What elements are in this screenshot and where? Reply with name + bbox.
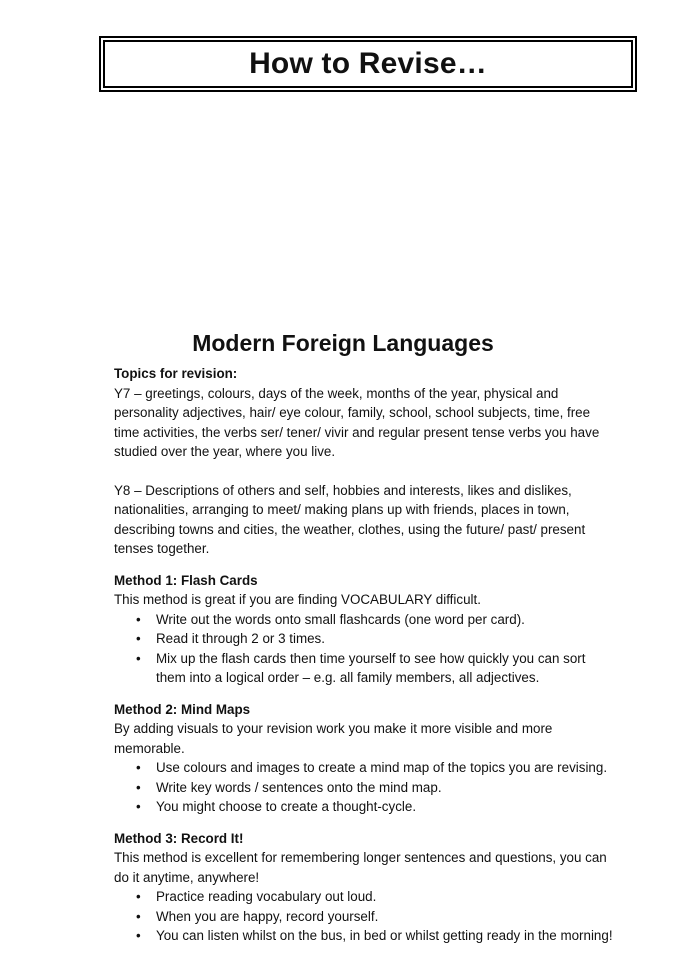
title-box: [103, 40, 633, 88]
bullet-icon: •: [136, 799, 141, 814]
method-3-intro: This method is excellent for remembering longer sentences and questions, you can do it anytime, anywhere!: [114, 850, 607, 885]
method-1-intro: This method is great if you are finding VOCABULARY difficult.: [114, 592, 481, 607]
method-3-heading: Method 3: Record It!: [114, 830, 244, 846]
method-1-bullet-list: [114, 610, 614, 688]
method-3-bullet-list: [114, 887, 614, 946]
bullet-icon: •: [136, 928, 141, 943]
bullet-icon: •: [136, 611, 141, 627]
content-body: [114, 364, 614, 946]
bullet-icon: •: [136, 760, 141, 775]
list-item: • When you are happy, record yourself.: [134, 907, 614, 927]
bullet-icon: •: [136, 779, 141, 795]
bullet-icon: •: [136, 908, 141, 924]
subject-heading: Modern Foreign Languages: [192, 330, 494, 356]
method-2-intro: By adding visuals to your revision work you make it more visible and more memorable.: [114, 721, 553, 756]
bullet-icon: •: [136, 631, 141, 646]
list-item: • Read it through 2 or 3 times.: [134, 629, 614, 649]
list-item: • Use colours and images to create a mind map of the topics you are revising.: [134, 758, 614, 778]
method-2-bullet-list: [114, 758, 614, 817]
bullet-icon: •: [136, 650, 141, 666]
list-item: • Write key words / sentences onto the mind map.: [134, 778, 614, 798]
page-title: How to Revise…: [249, 47, 487, 80]
topics-y8: Y8 – Descriptions of others and self, hobbies and interests, likes and dislikes, nationalities, arranging to meet/ making plans up with friends, places in town, describing towns and cities, the weather, clothes, using the future/ past/ present tenses together.: [114, 482, 586, 556]
list-item: • Write out the words onto small flashcards (one word per card).: [134, 610, 614, 630]
method-2-heading: Method 2: Mind Maps: [114, 701, 251, 717]
list-item: • Practice reading vocabulary out loud.: [134, 887, 614, 907]
list-item: • You can listen whilst on the bus, in bed or whilst getting ready in the morning!: [134, 926, 614, 946]
topics-heading: Topics for revision:: [114, 366, 238, 381]
topics-y7: Y7 – greetings, colours, days of the week, months of the year, physical and personality adjectives, hair/ eye colour, family, school, school subjects, time, free time activities, the verbs ser/ tener/ vivir and regular present tense verbs you have studied over the year, where you live.: [114, 385, 600, 459]
method-1-heading: Method 1: Flash Cards: [114, 572, 258, 588]
list-item: • You might choose to create a thought-cycle.: [134, 797, 614, 817]
list-item: • Mix up the flash cards then time yourself to see how quickly you can sort them into a logical order – e.g. all family members, all adjectives.: [136, 650, 586, 685]
bullet-icon: •: [136, 889, 141, 904]
